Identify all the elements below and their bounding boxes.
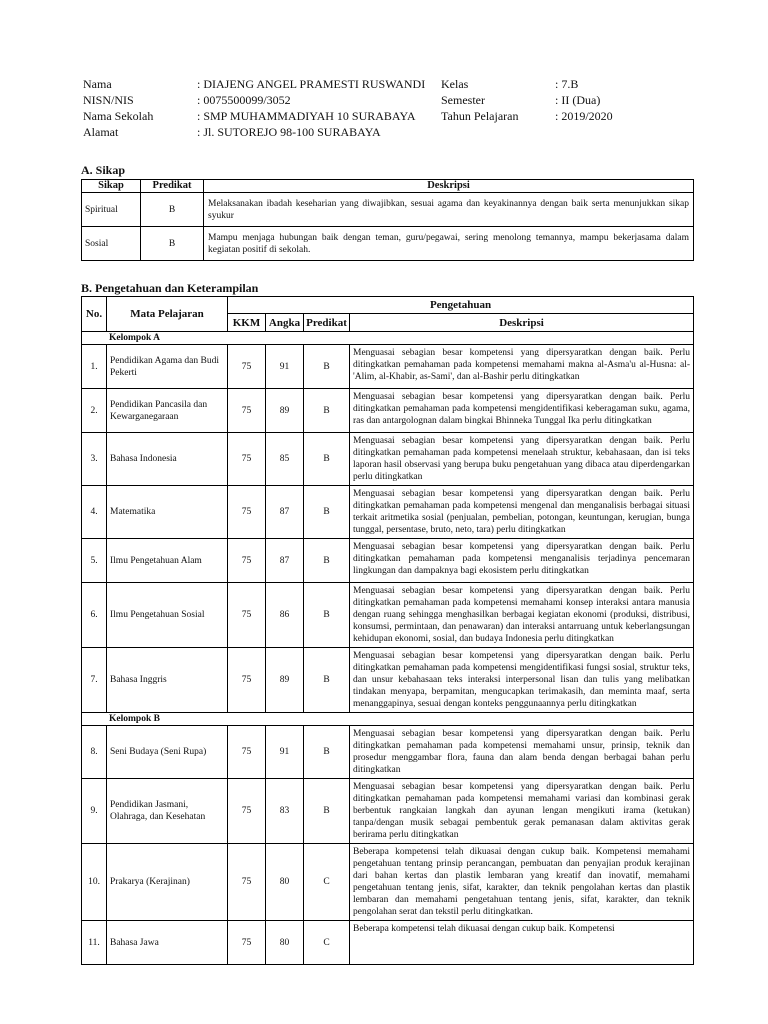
subject-angka: 87 bbox=[266, 539, 304, 583]
subject-no: 7. bbox=[82, 648, 107, 713]
subject-name: Pendidikan Agama dan Budi Pekerti bbox=[107, 345, 228, 389]
subject-no: 10. bbox=[82, 844, 107, 921]
group-b-label: Kelompok B bbox=[82, 713, 694, 726]
subject-deskripsi: Menguasai sebagian besar kompetensi yang dipersyaratkan dengan baik. Perlu ditingkatkan pemahaman pada kompetensi memahami konsep interaksi antara manusia dengan ruang sehingga menghasilkan berbagai kegiatan ekonomi (produksi, distribusi, konsumsi, permintaan, dan penawaran) dan interaksi antarruang untuk keberlangsungan kehidupan ekonomi, sosial, dan budaya Indonesia perlu ditingkatkan bbox=[350, 583, 694, 648]
subject-predikat: B bbox=[304, 648, 350, 713]
subject-no: 2. bbox=[82, 389, 107, 433]
subject-deskripsi: Menguasai sebagian besar kompetensi yang dipersyaratkan dengan baik. Perlu ditingkatkan pemahaman pada kompetensi memahami makna al-Asma'u al-Husna: al-'Alim, al-Khabir, as-Sami', dan al-Bashir perlu ditingkatkan bbox=[350, 345, 694, 389]
subject-predikat: B bbox=[304, 345, 350, 389]
subject-deskripsi: Menguasai sebagian besar kompetensi yang dipersyaratkan dengan baik. Perlu ditingkatkan pemahaman pada kompetensi mengenal dan menganalisis berbagai situasi terkait aritmetika sosial (penjualan, pembelian, potongan, keuntungan, kerugian, bunga tunggal, persentase, bruto, neto, tara) perlu ditingkatkan bbox=[350, 486, 694, 539]
nis-value: : 0075500099/3052 bbox=[197, 93, 291, 107]
subject-deskripsi: Menguasai sebagian besar kompetensi yang dipersyaratkan dengan baik. Perlu ditingkatkan pemahaman pada kompetensi memahami variasi dan kombinasi gerak berbentuk rangkaian langkah dan ayunan lengan mengikuti irama (ketukan) tanpa/dengan musik sebagai pembentuk gerak pemanasan dalam aktivitas gerak berirama perlu ditingkatkan bbox=[350, 779, 694, 844]
subject-deskripsi: Menguasai sebagian besar kompetensi yang dipersyaratkan dengan baik. Perlu ditingkatkan pemahaman pada kompetensi memahami unsur, prinsip, teknik dan prosedur menggambar flora, fauna dan alam benda dengan berbagai bahan perlu ditingkatkan bbox=[350, 726, 694, 779]
subject-deskripsi: Beberapa kompetensi telah dikuasai dengan cukup baik. Kompetensi memahami pengetahuan tentang prinsip perancangan, pembuatan dan penyajian produk kerajinan dari bahan kertas dan plastik lembaran yang kreatif dan inovatif, memahami pengetahuan tentang jenis, sifat, karakter, dan teknik pengolahan kertas dan plastik lembaran dan memahami pengetahuan tentang jenis, sifat, karakter, dan teknik pengolahan serat dan tekstil perlu ditingkatkan. bbox=[350, 844, 694, 921]
subject-angka: 86 bbox=[266, 583, 304, 648]
name-value: : DIAJENG ANGEL PRAMESTI RUSWANDI bbox=[197, 77, 426, 91]
subject-predikat: B bbox=[304, 726, 350, 779]
subject-deskripsi: Menguasai sebagian besar kompetensi yang dipersyaratkan dengan baik. Perlu ditingkatkan pemahaman pada kompetensi mengidentifikasi keberagaman suku, agama, ras dan antargolognan dalam bingkai Bhinneka Tunggal Ika perlu ditingkatkan bbox=[350, 389, 694, 433]
mapel-col-header: Mata Pelajaran bbox=[107, 297, 228, 332]
class-value: : 7.B bbox=[555, 77, 579, 91]
subject-kkm: 75 bbox=[228, 726, 266, 779]
subject-name: Bahasa Inggris bbox=[107, 648, 228, 713]
school-value: : SMP MUHAMMADIYAH 10 SURABAYA bbox=[197, 109, 416, 123]
subject-angka: 91 bbox=[266, 726, 304, 779]
subject-no: 8. bbox=[82, 726, 107, 779]
subject-no: 3. bbox=[82, 433, 107, 486]
subject-deskripsi: Beberapa kompetensi telah dikuasai dengan cukup baik. Kompetensi bbox=[350, 921, 694, 965]
subject-no: 11. bbox=[82, 921, 107, 965]
subject-deskripsi: Menguasai sebagian besar kompetensi yang dipersyaratkan dengan baik. Perlu ditingkatkan pemahaman pada kompetensi mengidentifikasi fungsi sosial, struktur teks, dan unsur kebahasaan teks interaksi interpersonal lisan dan tulis yang melibatkan tindakan menyapa, berpamitan, mengucapkan terimakasih, dan meminta maaf, serta menanggapinya, sesuai dengan konteks penggunaannya perlu ditingkatkan bbox=[350, 648, 694, 713]
subject-row bbox=[82, 389, 694, 433]
subject-kkm: 75 bbox=[228, 921, 266, 965]
subject-no: 9. bbox=[82, 779, 107, 844]
nilai-heading: B. Pengetahuan dan Keterampilan bbox=[81, 281, 259, 295]
angka-col-header: Angka bbox=[266, 314, 304, 332]
sikap-predikat: B bbox=[141, 227, 204, 261]
subject-kkm: 75 bbox=[228, 433, 266, 486]
sikap-name: Spiritual bbox=[82, 193, 141, 227]
subject-row bbox=[82, 433, 694, 486]
subject-no: 6. bbox=[82, 583, 107, 648]
subject-deskripsi: Menguasai sebagian besar kompetensi yang dipersyaratkan dengan baik. Perlu ditingkatkan pemahaman pada kompetensi menelaah struktur, kebahasaan, dan isi teks laporan hasil observasi yang berupa buku pengetahuan yang dibaca atau diperdengarkan perlu ditingkatkan bbox=[350, 433, 694, 486]
semester-label: Semester bbox=[441, 93, 485, 107]
subject-angka: 89 bbox=[266, 389, 304, 433]
subject-kkm: 75 bbox=[228, 486, 266, 539]
no-col-header: No. bbox=[82, 297, 107, 332]
subject-name: Ilmu Pengetahuan Sosial bbox=[107, 583, 228, 648]
subject-name: Ilmu Pengetahuan Alam bbox=[107, 539, 228, 583]
subject-name: Bahasa Jawa bbox=[107, 921, 228, 965]
subject-no: 1. bbox=[82, 345, 107, 389]
nis-label: NISN/NIS bbox=[83, 93, 134, 107]
subject-kkm: 75 bbox=[228, 539, 266, 583]
sikap-predikat: B bbox=[141, 193, 204, 227]
subject-name: Pendidikan Jasmani, Olahraga, dan Kesehatan bbox=[107, 779, 228, 844]
subject-predikat: B bbox=[304, 539, 350, 583]
kkm-col-header: KKM bbox=[228, 314, 266, 332]
subject-row bbox=[82, 844, 694, 921]
subject-predikat: B bbox=[304, 389, 350, 433]
sikap-name: Sosial bbox=[82, 227, 141, 261]
subject-angka: 80 bbox=[266, 844, 304, 921]
sikap-row bbox=[82, 227, 694, 261]
sikap-deskripsi: Mampu menjaga hubungan baik dengan teman, guru/pegawai, sering menolong temannya, mampu bekerjasama dalam kegiatan positif di sekolah. bbox=[204, 227, 694, 261]
subject-kkm: 75 bbox=[228, 345, 266, 389]
class-label: Kelas bbox=[441, 77, 469, 91]
address-label: Alamat bbox=[83, 125, 119, 139]
address-value: : Jl. SUTOREJO 98-100 SURABAYA bbox=[197, 125, 381, 139]
subject-predikat: B bbox=[304, 433, 350, 486]
deskripsi-col-header: Deskripsi bbox=[204, 180, 694, 193]
school-label: Nama Sekolah bbox=[83, 109, 154, 123]
subject-row bbox=[82, 539, 694, 583]
subject-row bbox=[82, 583, 694, 648]
subject-angka: 89 bbox=[266, 648, 304, 713]
semester-value: : II (Dua) bbox=[555, 93, 601, 107]
sikap-row bbox=[82, 193, 694, 227]
subject-no: 5. bbox=[82, 539, 107, 583]
year-label: Tahun Pelajaran bbox=[441, 109, 519, 123]
subject-no: 4. bbox=[82, 486, 107, 539]
group-a-row bbox=[82, 332, 694, 345]
subject-angka: 83 bbox=[266, 779, 304, 844]
subject-kkm: 75 bbox=[228, 779, 266, 844]
subject-angka: 85 bbox=[266, 433, 304, 486]
predikat-col-header: Predikat bbox=[304, 314, 350, 332]
pengetahuan-header: Pengetahuan bbox=[228, 297, 694, 314]
name-label: Nama bbox=[83, 77, 112, 91]
subject-kkm: 75 bbox=[228, 389, 266, 433]
subject-deskripsi: Menguasai sebagian besar kompetensi yang dipersyaratkan dengan baik. Perlu ditingkatkan pemahaman pada kompetensi menganalisis terjadinya pencemaran lingkungan dan dampaknya bagi ekosistem perlu ditingkatkan bbox=[350, 539, 694, 583]
sikap-heading: A. Sikap bbox=[81, 163, 126, 177]
subject-row bbox=[82, 486, 694, 539]
subject-predikat: B bbox=[304, 486, 350, 539]
subject-name: Seni Budaya (Seni Rupa) bbox=[107, 726, 228, 779]
subject-row bbox=[82, 779, 694, 844]
sikap-deskripsi: Melaksanakan ibadah keseharian yang diwajibkan, sesuai agama dan keyakinannya dengan baik serta menunjukkan sikap syukur bbox=[204, 193, 694, 227]
subject-predikat: B bbox=[304, 583, 350, 648]
sikap-header-row bbox=[82, 180, 694, 193]
subject-kkm: 75 bbox=[228, 583, 266, 648]
sikap-table bbox=[81, 179, 694, 261]
nilai-table bbox=[81, 296, 694, 965]
subject-predikat: C bbox=[304, 844, 350, 921]
group-a-label: Kelompok A bbox=[82, 332, 694, 345]
subject-kkm: 75 bbox=[228, 648, 266, 713]
subject-predikat: B bbox=[304, 779, 350, 844]
subject-row bbox=[82, 921, 694, 965]
subject-angka: 80 bbox=[266, 921, 304, 965]
sikap-col-header: Sikap bbox=[82, 180, 141, 193]
group-b-row bbox=[82, 713, 694, 726]
subject-row bbox=[82, 345, 694, 389]
deskripsi-col-header: Deskripsi bbox=[350, 314, 694, 332]
subject-predikat: C bbox=[304, 921, 350, 965]
subject-kkm: 75 bbox=[228, 844, 266, 921]
subject-row bbox=[82, 648, 694, 713]
subject-name: Matematika bbox=[107, 486, 228, 539]
subject-angka: 91 bbox=[266, 345, 304, 389]
subject-name: Bahasa Indonesia bbox=[107, 433, 228, 486]
predikat-col-header: Predikat bbox=[141, 180, 204, 193]
year-value: : 2019/2020 bbox=[555, 109, 613, 123]
subject-name: Pendidikan Pancasila dan Kewarganegaraan bbox=[107, 389, 228, 433]
nilai-header-row bbox=[82, 297, 694, 314]
subject-row bbox=[82, 726, 694, 779]
subject-name: Prakarya (Kerajinan) bbox=[107, 844, 228, 921]
subject-angka: 87 bbox=[266, 486, 304, 539]
